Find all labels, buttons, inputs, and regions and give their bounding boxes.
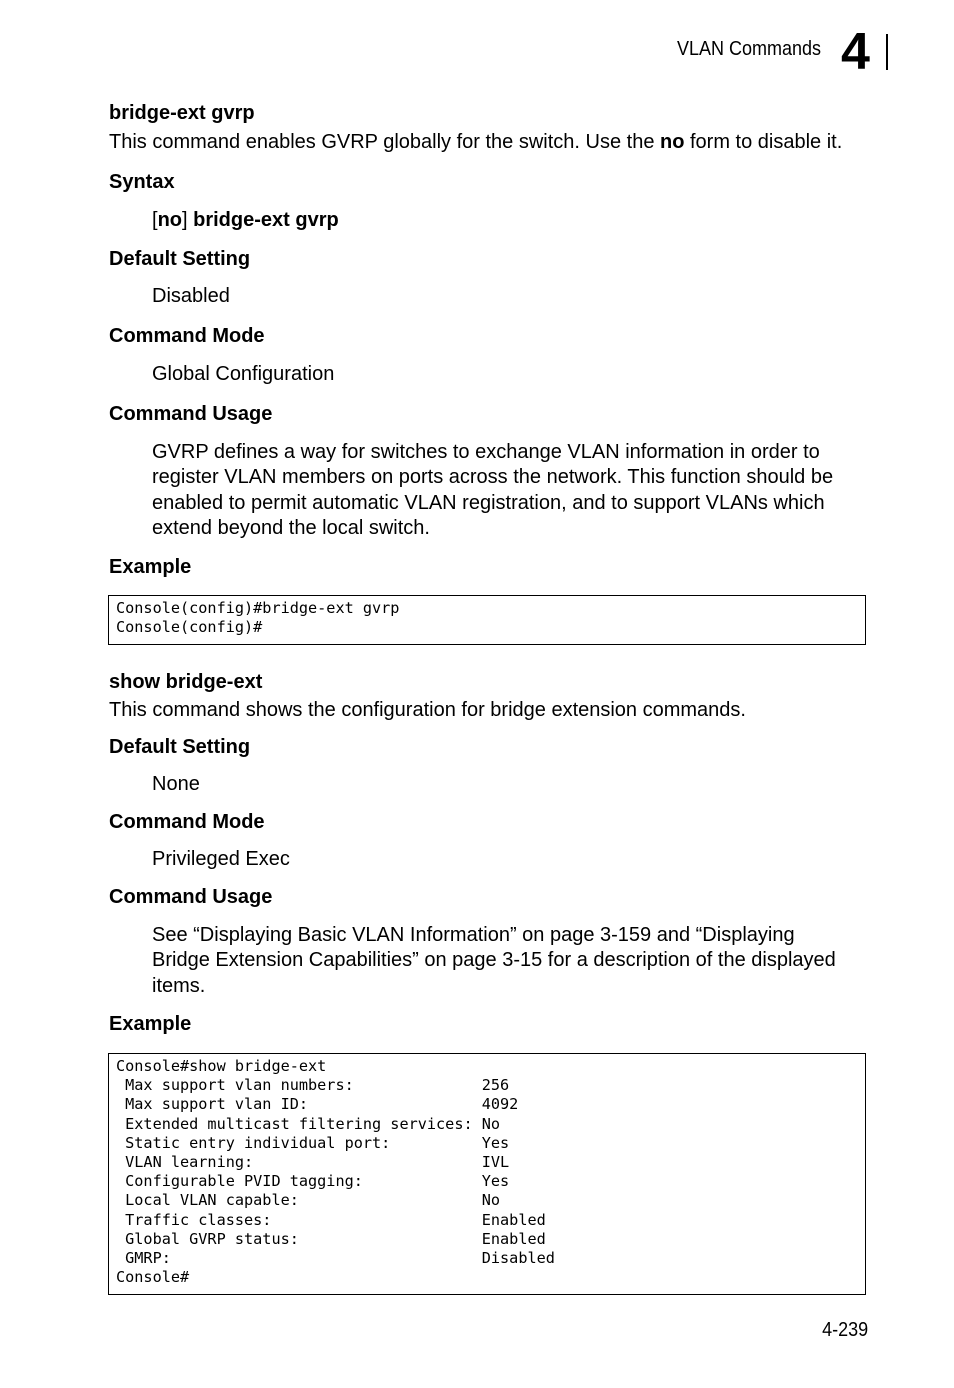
code-line: Configurable PVID tagging: Yes [116, 1172, 510, 1191]
code-line: Extended multicast filtering services: No [116, 1114, 501, 1133]
syntax-close-bracket: ] [182, 209, 194, 231]
description-text-end: form to disable it. [684, 131, 843, 153]
code-line: Global GVRP status: Enabled [116, 1229, 546, 1248]
code-line: Traffic classes: Enabled [116, 1210, 546, 1229]
example-heading: Example [109, 1013, 192, 1035]
usage-line: items. [152, 974, 206, 997]
usage-line: Bridge Extension Capabilities” on page 3-15 for a description of the displayed [152, 949, 836, 972]
code-example-box [108, 1053, 866, 1295]
command-title-bridge-ext-gvrp: bridge-ext gvrp [109, 102, 255, 124]
example-heading: Example [109, 556, 192, 578]
command-mode-heading: Command Mode [109, 325, 265, 347]
syntax-heading: Syntax [109, 171, 175, 193]
syntax-command: bridge-ext gvrp [193, 209, 339, 231]
running-head: VLAN Commands [676, 38, 821, 60]
code-line: Static entry individual port: Yes [116, 1133, 510, 1152]
command-usage-heading: Command Usage [109, 886, 273, 908]
default-setting-value: None [152, 773, 200, 795]
command-description: This command shows the configuration for bridge extension commands. [109, 699, 746, 721]
command-usage-text [152, 440, 867, 541]
code-line: Console(config)#bridge-ext gvrp [116, 599, 400, 617]
code-example-box [108, 595, 866, 645]
command-usage-heading: Command Usage [109, 403, 273, 425]
usage-line: register VLAN members on ports across the network. This function should be [152, 466, 834, 489]
code-line: Console(config)# [116, 618, 263, 637]
command-usage-text [152, 923, 867, 999]
chapter-rule [886, 34, 888, 70]
code-line: Max support vlan ID: 4092 [116, 1095, 519, 1114]
page-number: 4-239 [821, 1319, 868, 1341]
usage-line: extend beyond the local switch. [152, 516, 430, 539]
code-line: GMRP: Disabled [116, 1248, 555, 1267]
usage-line: enabled to permit automatic VLAN registration, and to support VLANs which [152, 491, 825, 514]
code-line: VLAN learning: IVL [116, 1152, 510, 1171]
description-text: This command enables GVRP globally for the switch. Use the [109, 131, 660, 153]
default-setting-value: Disabled [152, 285, 230, 307]
command-title-show-bridge-ext: show bridge-ext [109, 671, 263, 693]
code-line: Console#show bridge-ext [116, 1057, 327, 1075]
command-description [109, 131, 842, 154]
code-line: Max support vlan numbers: 256 [116, 1076, 510, 1095]
usage-line: See “Displaying Basic VLAN Information” on page 3-159 and “Displaying [152, 924, 795, 946]
command-mode-value: Privileged Exec [152, 848, 290, 870]
code-line: Console# [116, 1268, 190, 1287]
description-keyword: no [660, 131, 685, 153]
default-setting-heading: Default Setting [109, 736, 251, 758]
syntax-line [152, 209, 339, 232]
code-line: Local VLAN capable: No [116, 1191, 501, 1210]
syntax-open-bracket: [ [152, 209, 158, 231]
command-mode-value: Global Configuration [152, 363, 335, 385]
command-mode-heading: Command Mode [109, 811, 265, 833]
default-setting-heading: Default Setting [109, 248, 251, 270]
usage-line: GVRP defines a way for switches to exchange VLAN information in order to [152, 441, 820, 463]
syntax-no-keyword: no [157, 209, 182, 231]
chapter-number: 4 [841, 23, 869, 81]
